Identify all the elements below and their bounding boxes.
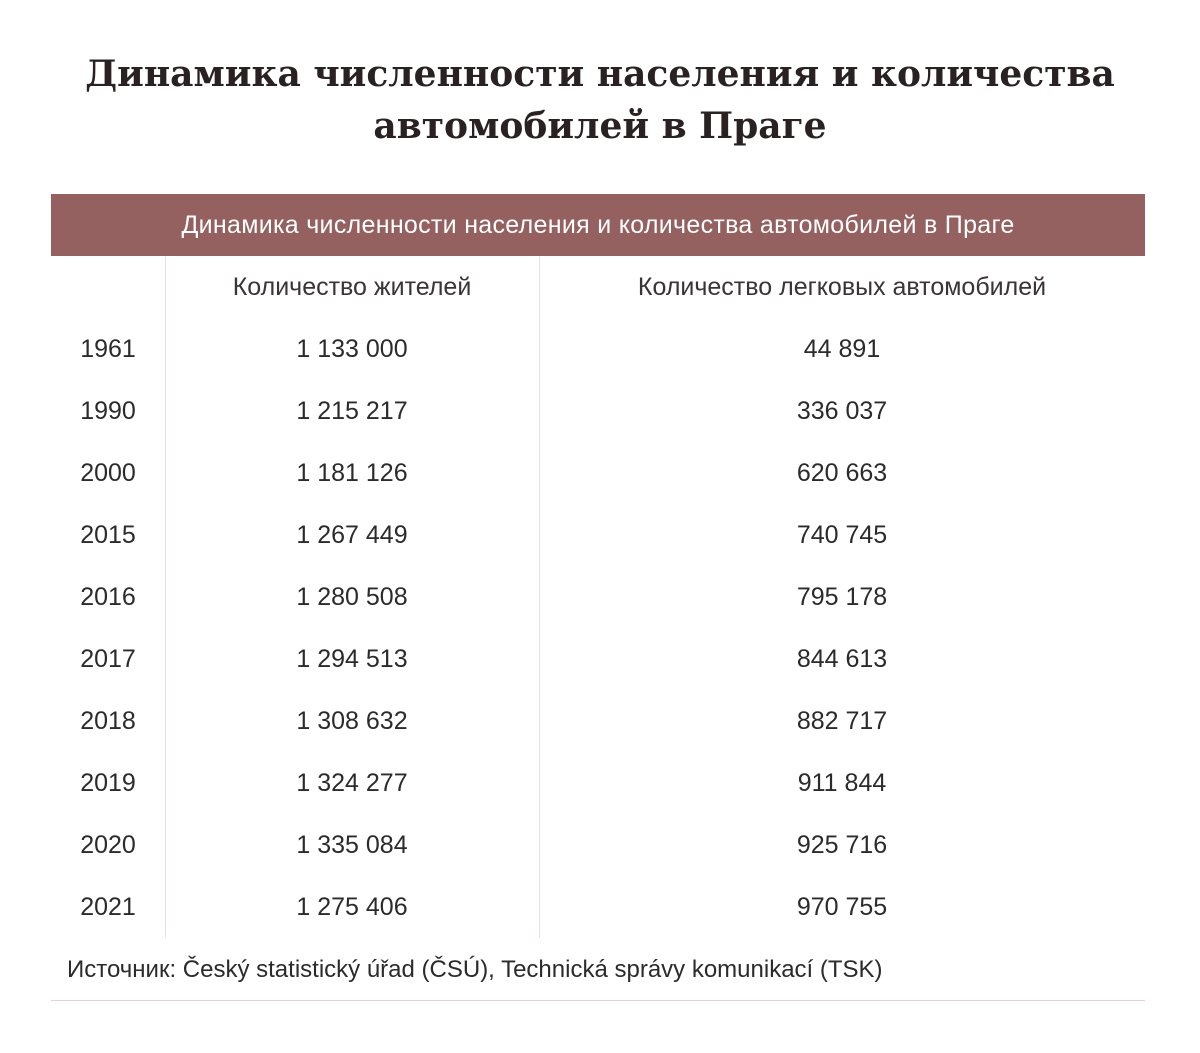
population-cell: 1 215 217: [296, 397, 408, 425]
table-row: [51, 876, 1145, 938]
population-cell: 1 181 126: [296, 459, 408, 487]
cars-cell: 925 716: [796, 831, 888, 859]
cars-cell: 795 178: [796, 583, 888, 611]
bottom-divider: [51, 1000, 1145, 1001]
column-header-population: Количество жителей: [232, 273, 472, 301]
table-row: [51, 628, 1145, 690]
year-cell: 2015: [80, 521, 136, 549]
page-title-line-2: автомобилей в Праге: [373, 105, 827, 147]
table-row: [51, 504, 1145, 566]
population-cell: 1 280 508: [296, 583, 408, 611]
column-headers: [51, 256, 1145, 318]
table-row: [51, 814, 1145, 876]
year-cell: 2016: [80, 583, 136, 611]
cars-cell: 911 844: [797, 769, 887, 797]
population-cell: 1 324 277: [296, 769, 408, 797]
population-cell: 1 275 406: [296, 893, 408, 921]
population-cell: 1 294 513: [296, 645, 408, 673]
year-cell: 2021: [80, 893, 136, 921]
year-cell: 2018: [80, 707, 136, 735]
column-header-year: [51, 256, 165, 318]
table-row: [51, 690, 1145, 752]
table-row: [51, 318, 1145, 380]
cars-cell: 336 037: [796, 397, 888, 425]
population-cell: 1 133 000: [296, 335, 408, 363]
population-cell: 1 267 449: [296, 521, 408, 549]
source-note: Источник: Český statistický úřad (ČSÚ), Technická správy komunikací (TSK): [67, 956, 883, 983]
cars-cell: 740 745: [796, 521, 888, 549]
table-row: [51, 752, 1145, 814]
cars-cell: 44 891: [803, 335, 881, 363]
year-cell: 1990: [80, 397, 136, 425]
column-header-cars: Количество легковых автомобилей: [637, 273, 1047, 301]
cars-cell: 882 717: [796, 707, 888, 735]
population-cars-table: [51, 194, 1145, 938]
page-title-line-1: Динамика численности населения и количества: [85, 53, 1115, 95]
cars-cell: 844 613: [796, 645, 888, 673]
year-cell: 2019: [80, 769, 136, 797]
cars-cell: 620 663: [796, 459, 888, 487]
table-body: [51, 256, 1145, 938]
population-cell: 1 335 084: [296, 831, 408, 859]
table-row: [51, 566, 1145, 628]
page-title: [0, 48, 1200, 152]
year-cell: 2017: [80, 645, 136, 673]
table-row: [51, 442, 1145, 504]
year-cell: 1961: [80, 335, 136, 363]
table-row: [51, 380, 1145, 442]
year-cell: 2000: [80, 459, 136, 487]
year-cell: 2020: [80, 831, 136, 859]
table-header: Динамика численности населения и количества автомобилей в Праге: [51, 194, 1145, 256]
population-cell: 1 308 632: [296, 707, 408, 735]
cars-cell: 970 755: [796, 893, 888, 921]
